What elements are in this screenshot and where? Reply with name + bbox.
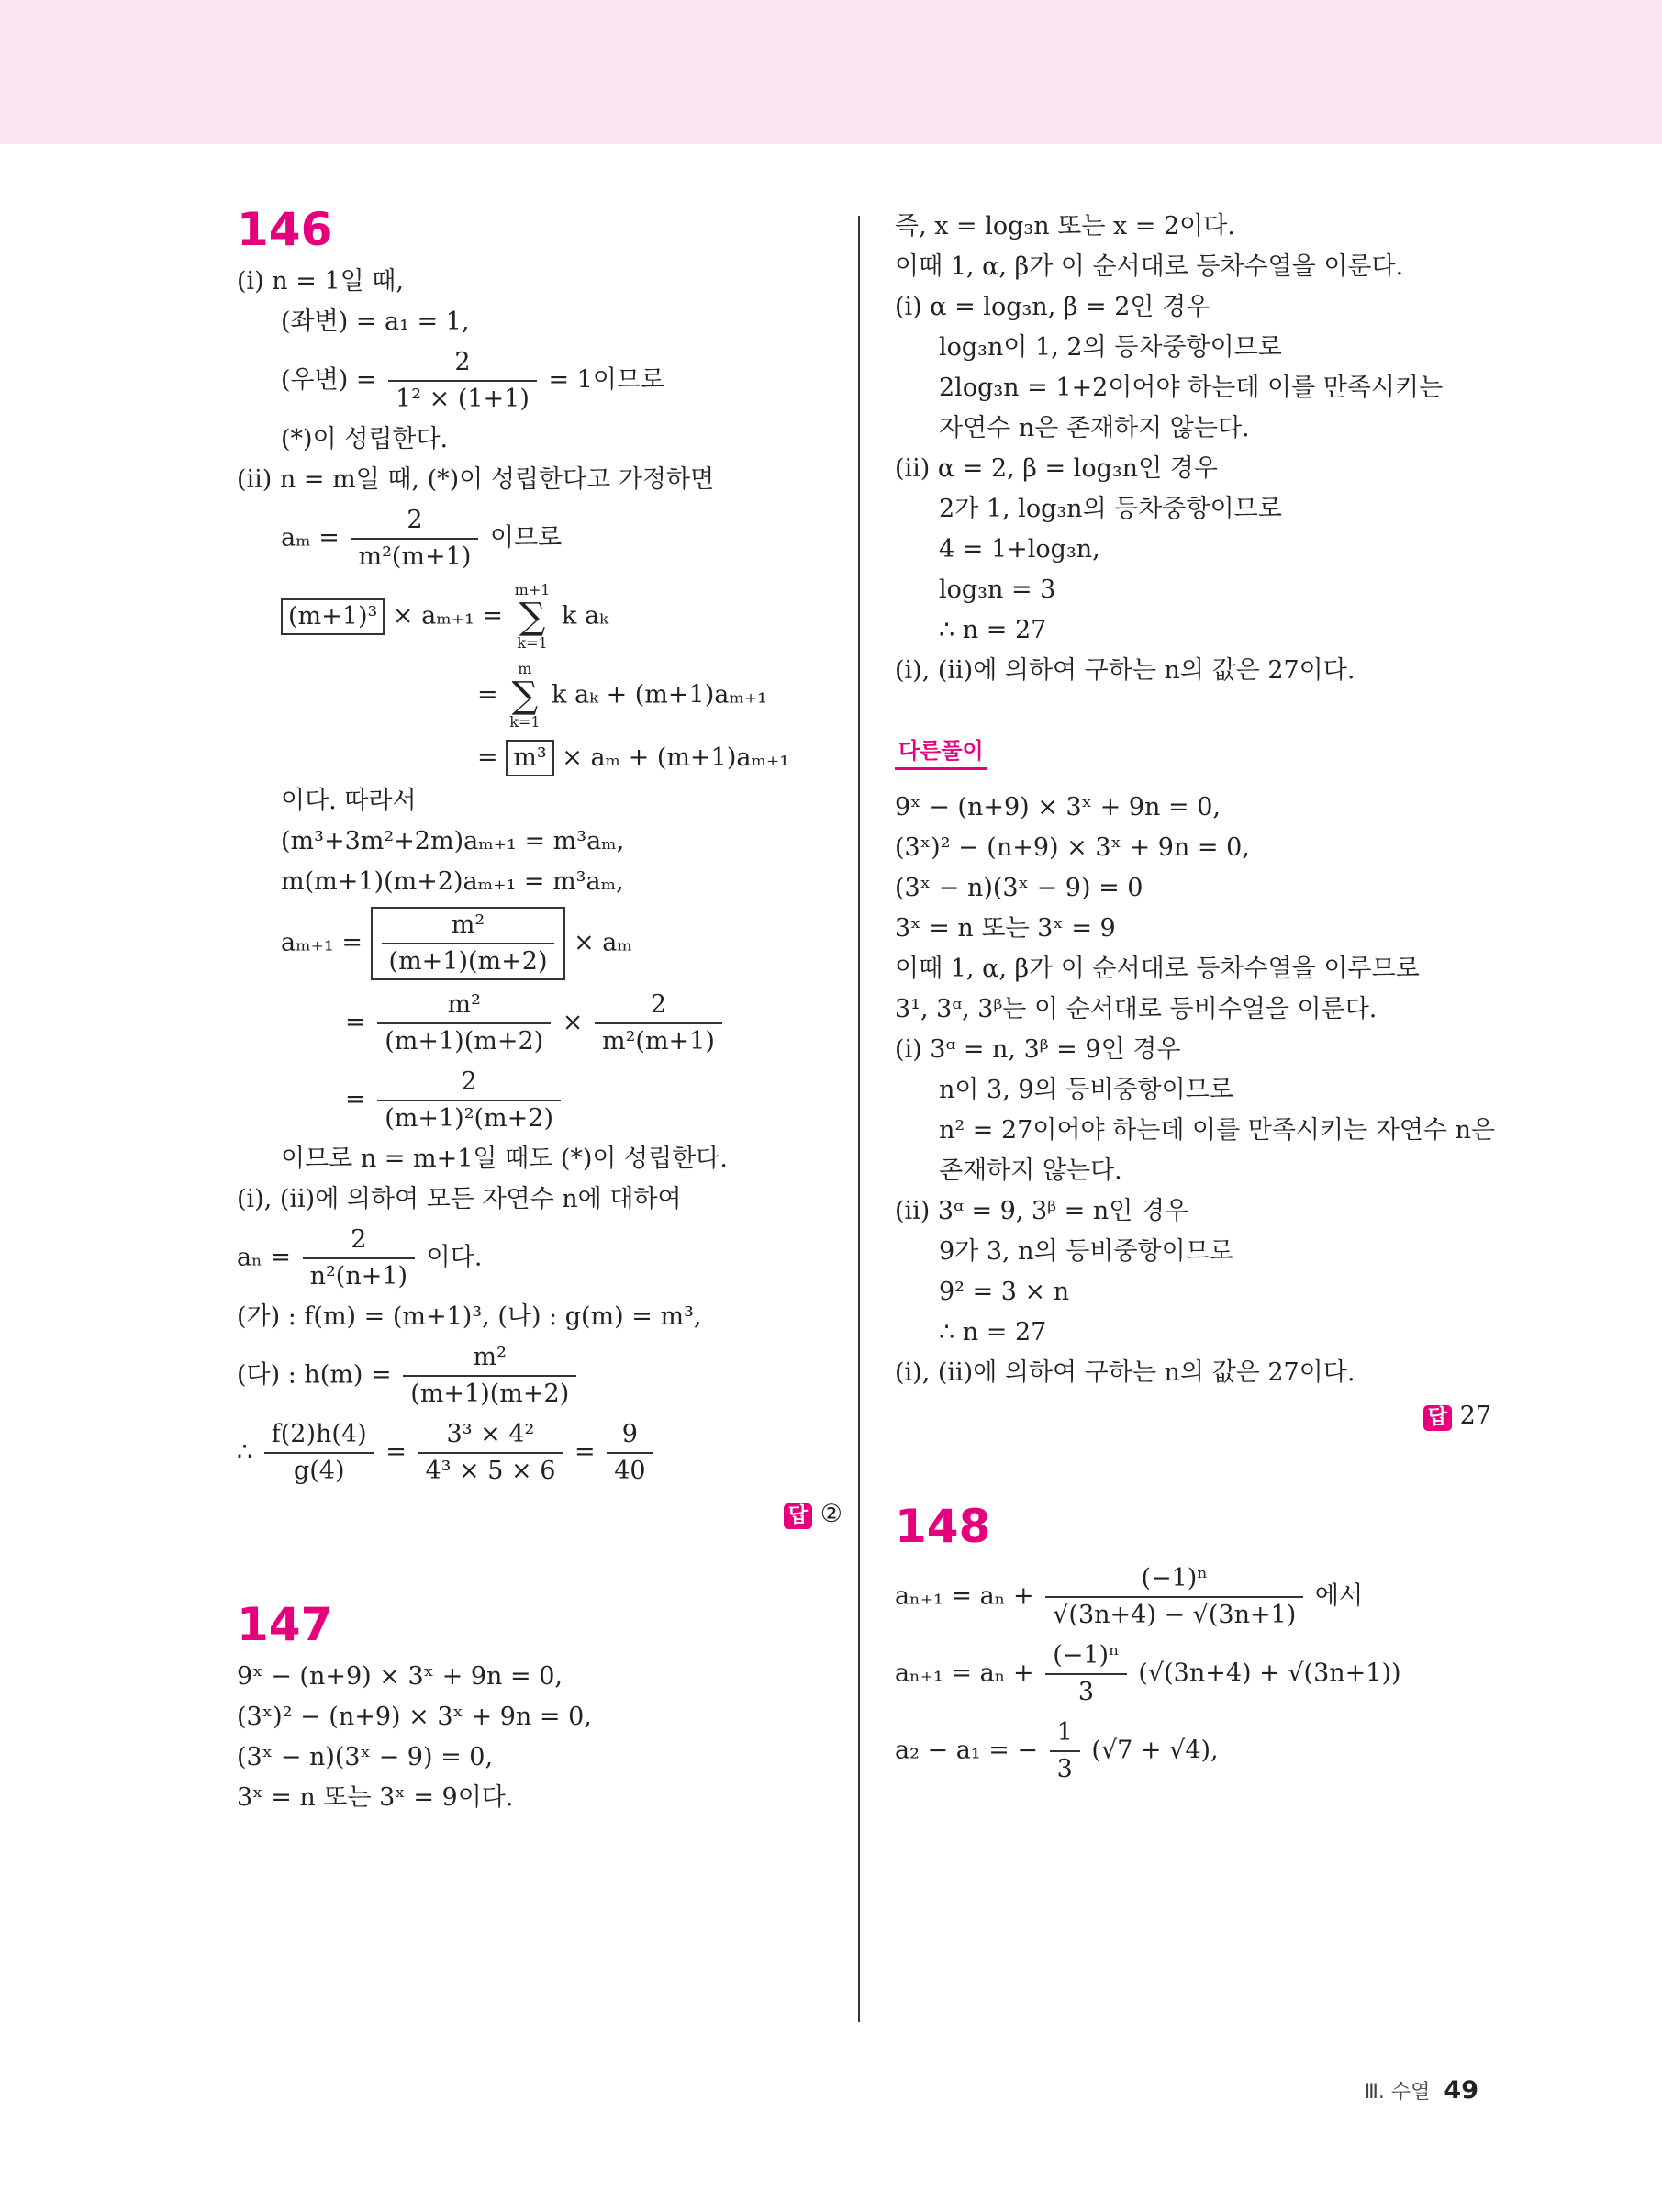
step-line: 3¹, 3ᵅ, 3ᵝ는 이 순서대로 등비수열을 이룬다. xyxy=(895,995,1378,1023)
step-line: log₃n이 1, 2의 등차중항이므로 xyxy=(939,333,1282,362)
eq-text: = 1이므로 xyxy=(548,365,665,395)
equation-line xyxy=(237,347,842,415)
problem-number-148: 148 xyxy=(895,1500,991,1553)
step-line: 9ˣ − (n+9) × 3ˣ + 9n = 0, xyxy=(895,793,1221,821)
sigma-top: m+1 xyxy=(514,581,551,598)
numerator: m² xyxy=(382,910,555,944)
left-column xyxy=(237,202,842,1823)
eq-text: = xyxy=(385,1437,407,1467)
fraction xyxy=(418,1419,563,1487)
eq-text: 이므로 xyxy=(489,523,563,553)
step-line: 이때 1, α, β가 이 순서대로 등차수열을 이룬다. xyxy=(895,252,1404,281)
denominator: (m+1)(m+2) xyxy=(388,947,548,976)
equation-line xyxy=(237,1419,842,1487)
eq-text: (√(3n+4) + √(3n+1)) xyxy=(1138,1659,1401,1688)
step-line: 9ˣ − (n+9) × 3ˣ + 9n = 0, xyxy=(237,1662,563,1691)
eq-text: k aₖ + (m+1)aₘ₊₁ xyxy=(552,680,767,709)
fraction xyxy=(377,1067,561,1134)
equation-line xyxy=(237,740,842,776)
answer-value: ② xyxy=(820,1500,842,1528)
numerator: (−1)ⁿ xyxy=(1045,1563,1303,1598)
eq-text: = xyxy=(345,1085,366,1114)
numerator: 3³ × 4² xyxy=(418,1419,563,1454)
eq-text: = xyxy=(477,743,498,772)
eq-text: × aₘ + (m+1)aₘ₊₁ xyxy=(562,743,790,772)
fraction xyxy=(1045,1640,1127,1708)
step-line: 4 = 1+log₃n, xyxy=(939,535,1100,564)
blank-box-na: m³ xyxy=(506,740,553,776)
eq-text: = xyxy=(477,680,498,709)
step-line: (ⅰ), (ⅱ)에 의하여 구하는 n의 값은 27이다. xyxy=(895,656,1355,685)
numerator: (−1)ⁿ xyxy=(1045,1640,1127,1675)
column-divider xyxy=(858,216,860,2022)
page-footer xyxy=(1365,2076,1478,2105)
eq-text: 이다. xyxy=(426,1243,483,1272)
equation-line xyxy=(237,661,842,731)
step-line: log₃n = 3 xyxy=(939,575,1056,604)
equation-line xyxy=(237,1342,842,1410)
chapter-label: Ⅲ. 수열 xyxy=(1364,2081,1431,2104)
denominator: 3 xyxy=(1056,1755,1073,1783)
fraction xyxy=(388,347,537,415)
numerator: 9 xyxy=(607,1419,653,1454)
step-line: 이때 1, α, β가 이 순서대로 등차수열을 이루므로 xyxy=(895,955,1420,983)
alternative-solution-label: 다른풀이 xyxy=(895,732,987,770)
eq-text: aₙ₊₁ = aₙ + xyxy=(895,1659,1034,1688)
step-line: 2log₃n = 1+2이어야 하는데 이를 만족시키는 xyxy=(939,374,1444,402)
step-line: ∴ n = 27 xyxy=(939,1318,1047,1346)
equation-line xyxy=(895,1640,1491,1708)
equation-line xyxy=(237,1224,842,1292)
equation-line xyxy=(237,505,842,573)
step-line: (ⅰ), (ⅱ)에 의하여 모든 자연수 n에 대하여 xyxy=(237,1185,682,1213)
sigma-bottom: k=1 xyxy=(517,634,548,652)
eq-text: k aₖ xyxy=(562,601,608,631)
answer-147 xyxy=(895,1402,1491,1431)
sigma-icon: ∑ xyxy=(511,675,539,717)
denominator: g(4) xyxy=(293,1457,345,1485)
equation-line xyxy=(895,1717,1491,1785)
step-line: 이다. 따라서 xyxy=(281,787,417,815)
step-line: 이므로 n = m+1일 때도 (*)이 성립한다. xyxy=(281,1145,728,1173)
fraction xyxy=(403,1342,576,1410)
eq-text: × aₘ xyxy=(574,928,632,957)
numerator: 2 xyxy=(303,1224,415,1259)
fraction xyxy=(382,910,555,978)
eq-text: (다) : h(m) = xyxy=(237,1360,392,1390)
eq-text: = xyxy=(345,1008,366,1037)
step-line: (ⅱ) n = m일 때, (*)이 성립한다고 가정하면 xyxy=(237,465,715,494)
numerator: m² xyxy=(403,1342,576,1377)
step-line: 3ˣ = n 또는 3ˣ = 9이다. xyxy=(237,1783,514,1812)
sigma-top: m xyxy=(518,660,532,677)
answer-146 xyxy=(237,1500,842,1529)
equation-line xyxy=(895,1563,1491,1631)
numerator: 2 xyxy=(595,989,722,1024)
numerator: 2 xyxy=(388,347,537,382)
sigma-bottom: k=1 xyxy=(509,713,541,731)
equation-line xyxy=(237,582,842,652)
fraction xyxy=(264,1419,374,1487)
denominator: n²(n+1) xyxy=(309,1262,408,1290)
denominator: m²(m+1) xyxy=(358,542,472,571)
numerator: 2 xyxy=(377,1067,561,1101)
denominator: 3 xyxy=(1077,1678,1095,1706)
step-line: (3ˣ)² − (n+9) × 3ˣ + 9n = 0, xyxy=(895,833,1250,862)
fraction xyxy=(303,1224,415,1292)
fraction xyxy=(1045,1563,1303,1631)
step-line: m(m+1)(m+2)aₘ₊₁ = m³aₘ, xyxy=(281,867,624,896)
denominator: 1² × (1+1) xyxy=(396,385,530,413)
answer-badge: 답 xyxy=(784,1503,812,1529)
eq-text: = xyxy=(574,1437,596,1467)
step-line: (3ˣ)² − (n+9) × 3ˣ + 9n = 0, xyxy=(237,1703,592,1731)
step-line: n이 3, 9의 등비중항이므로 xyxy=(939,1076,1233,1104)
right-column xyxy=(895,202,1496,1794)
step-line: 3ˣ = n 또는 3ˣ = 9 xyxy=(895,914,1116,943)
step-line: (ⅱ) α = 2, β = log₃n인 경우 xyxy=(895,454,1218,483)
eq-text: × aₘ₊₁ = xyxy=(392,601,504,631)
blank-box-da xyxy=(371,907,566,980)
eq-text: 에서 xyxy=(1314,1581,1364,1611)
fraction xyxy=(607,1419,653,1487)
summation xyxy=(515,582,551,652)
fraction xyxy=(377,989,551,1057)
step-line: 2가 1, log₃n의 등차중항이므로 xyxy=(939,495,1282,523)
numerator: f(2)h(4) xyxy=(264,1419,374,1454)
equation-line xyxy=(237,907,842,980)
step-line: (ⅰ) n = 1일 때, xyxy=(237,267,404,296)
step-line: (좌변) = a₁ = 1, xyxy=(281,307,470,336)
header-band xyxy=(0,0,1662,144)
step-line: (3ˣ − n)(3ˣ − 9) = 0, xyxy=(237,1743,494,1771)
step-line: (m³+3m²+2m)aₘ₊₁ = m³aₘ, xyxy=(281,827,625,855)
answer-value: 27 xyxy=(1459,1402,1491,1430)
step-line: (가) : f(m) = (m+1)³, (나) : g(m) = m³, xyxy=(237,1302,702,1331)
step-line: (ⅱ) 3ᵅ = 9, 3ᵝ = n인 경우 xyxy=(895,1197,1189,1225)
denominator: √(3n+4) − √(3n+1) xyxy=(1053,1601,1297,1629)
denominator: 40 xyxy=(614,1457,646,1485)
eq-text: × xyxy=(562,1008,584,1037)
denominator: 4³ × 5 × 6 xyxy=(425,1457,556,1485)
fraction xyxy=(1050,1717,1080,1785)
fraction xyxy=(595,989,722,1057)
equation-line xyxy=(237,1067,842,1134)
denominator: (m+1)²(m+2) xyxy=(385,1104,553,1133)
eq-text: aₙ₊₁ = aₙ + xyxy=(895,1581,1034,1611)
answer-badge: 답 xyxy=(1423,1405,1452,1431)
step-line: 9가 3, n의 등비중항이므로 xyxy=(939,1237,1233,1266)
step-line: (3ˣ − n)(3ˣ − 9) = 0 xyxy=(895,874,1143,902)
denominator: (m+1)(m+2) xyxy=(385,1027,544,1056)
eq-text: aₘ = xyxy=(281,523,340,553)
eq-text: aₘ₊₁ = xyxy=(281,928,363,957)
eq-text: aₙ = xyxy=(237,1243,291,1272)
step-line: (ⅰ) α = log₃n, β = 2인 경우 xyxy=(895,293,1210,321)
problem-number-146: 146 xyxy=(237,203,333,256)
step-line: ∴ n = 27 xyxy=(939,616,1047,644)
equation-line xyxy=(237,989,842,1057)
step-line: 9² = 3 × n xyxy=(939,1278,1070,1306)
eq-text: (우변) = xyxy=(281,365,377,395)
step-line: (*)이 성립한다. xyxy=(281,425,449,453)
page-number: 49 xyxy=(1444,2076,1478,2105)
eq-text: (√7 + √4), xyxy=(1091,1736,1219,1765)
step-line: 존재하지 않는다. xyxy=(939,1156,1122,1185)
summation xyxy=(509,661,540,731)
blank-box-ga: (m+1)³ xyxy=(281,598,385,635)
eq-text: a₂ − a₁ = − xyxy=(895,1736,1039,1765)
numerator: 2 xyxy=(351,505,478,540)
denominator: (m+1)(m+2) xyxy=(410,1380,570,1408)
therefore-symbol: ∴ xyxy=(237,1437,253,1467)
step-line: 자연수 n은 존재하지 않는다. xyxy=(939,414,1250,442)
step-line: n² = 27이어야 하는데 이를 만족시키는 자연수 n은 xyxy=(939,1116,1496,1145)
step-line: (ⅰ), (ⅱ)에 의하여 구하는 n의 값은 27이다. xyxy=(895,1358,1355,1387)
problem-number-147: 147 xyxy=(237,1598,333,1651)
numerator: m² xyxy=(377,989,551,1024)
numerator: 1 xyxy=(1050,1717,1080,1752)
step-line: 즉, x = log₃n 또는 x = 2이다. xyxy=(895,212,1235,240)
fraction xyxy=(351,505,478,573)
step-line: (ⅰ) 3ᵅ = n, 3ᵝ = 9인 경우 xyxy=(895,1035,1181,1064)
denominator: m²(m+1) xyxy=(601,1027,715,1056)
sigma-icon: ∑ xyxy=(519,596,546,638)
